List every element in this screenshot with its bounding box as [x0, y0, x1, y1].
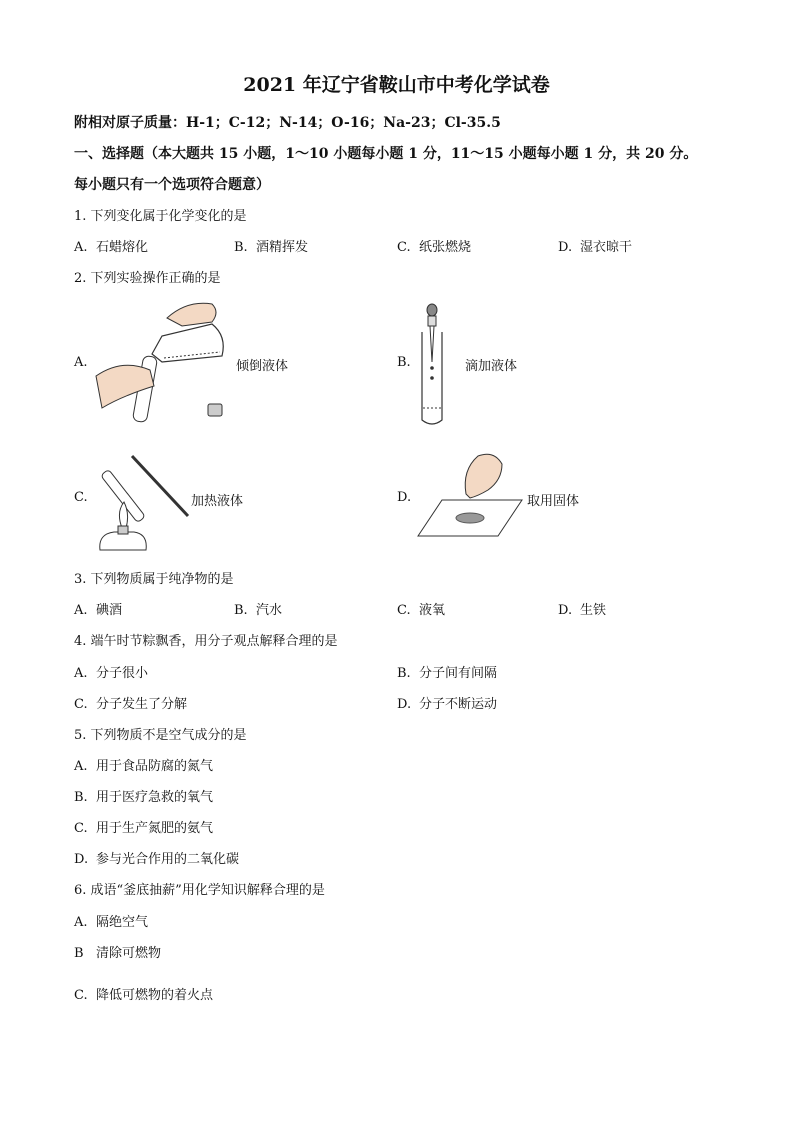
page-title: 2021 年辽宁省鞍山市中考化学试卷	[243, 74, 550, 96]
q6-option-a[interactable]: A. 隔绝空气	[74, 915, 149, 930]
question-6-stem: 6. 成语“釜底抽薪”用化学知识解释合理的是	[74, 883, 325, 898]
atomic-masses: 附相对原子质量：H-1；C-12；N-14；O-16；Na-23；Cl-35.5	[74, 115, 501, 131]
q4-option-c[interactable]: C. 分子发生了分解	[74, 697, 188, 712]
q2-option-b-letter[interactable]: B.	[397, 355, 411, 370]
q1-option-d[interactable]: D. 湿衣晾干	[558, 240, 633, 255]
dropper-illustration	[418, 302, 448, 428]
q3-option-d[interactable]: D. 生铁	[558, 603, 607, 618]
pouring-liquid-illustration	[92, 296, 232, 426]
q2-option-d-letter[interactable]: D.	[397, 490, 412, 505]
q2-option-c: 加热液体	[191, 494, 244, 509]
question-5-stem: 5. 下列物质不是空气成分的是	[74, 728, 247, 743]
section-heading-2: 每小题只有一个选项符合题意）	[74, 177, 270, 193]
question-2-stem: 2. 下列实验操作正确的是	[74, 271, 221, 286]
q5-option-c[interactable]: C. 用于生产氮肥的氨气	[74, 821, 214, 836]
question-3-stem: 3. 下列物质属于纯净物的是	[74, 572, 234, 587]
q2-option-a: 倾倒液体	[236, 359, 289, 374]
q2-option-d: 取用固体	[527, 494, 580, 509]
q1-option-c[interactable]: C. 纸张燃烧	[397, 240, 472, 255]
taking-solid-illustration	[418, 450, 522, 538]
q2-option-a-letter[interactable]: A.	[74, 355, 88, 370]
q2-option-c-letter[interactable]: C.	[74, 490, 88, 505]
q6-option-b[interactable]: B 清除可燃物	[74, 946, 162, 961]
q3-option-a[interactable]: A. 碘酒	[74, 603, 123, 618]
q5-option-a[interactable]: A. 用于食品防腐的氮气	[74, 759, 214, 774]
question-1-stem: 1. 下列变化属于化学变化的是	[74, 209, 247, 224]
q1-option-b[interactable]: B. 酒精挥发	[234, 240, 309, 255]
q4-option-b[interactable]: B. 分子间有间隔	[397, 666, 498, 681]
q5-option-b[interactable]: B. 用于医疗急救的氧气	[74, 790, 214, 805]
q3-option-b[interactable]: B. 汽水	[234, 603, 283, 618]
q4-option-d[interactable]: D. 分子不断运动	[397, 697, 498, 712]
q3-option-c[interactable]: C. 液氧	[397, 603, 446, 618]
section-heading: 一、选择题（本大题共 15 小题，1～10 小题每小题 1 分，11～15 小题每小题 1 分，共 20 分。	[74, 146, 698, 162]
q5-option-d[interactable]: D. 参与光合作用的二氧化碳	[74, 852, 240, 867]
q1-option-a[interactable]: A. 石蜡熔化	[74, 240, 149, 255]
q2-option-b: 滴加液体	[465, 359, 518, 374]
q4-option-a[interactable]: A. 分子很小	[74, 666, 149, 681]
heating-liquid-illustration	[92, 452, 192, 552]
question-4-stem: 4. 端午时节粽飘香，用分子观点解释合理的是	[74, 634, 338, 649]
q6-option-c[interactable]: C. 降低可燃物的着火点	[74, 988, 214, 1003]
